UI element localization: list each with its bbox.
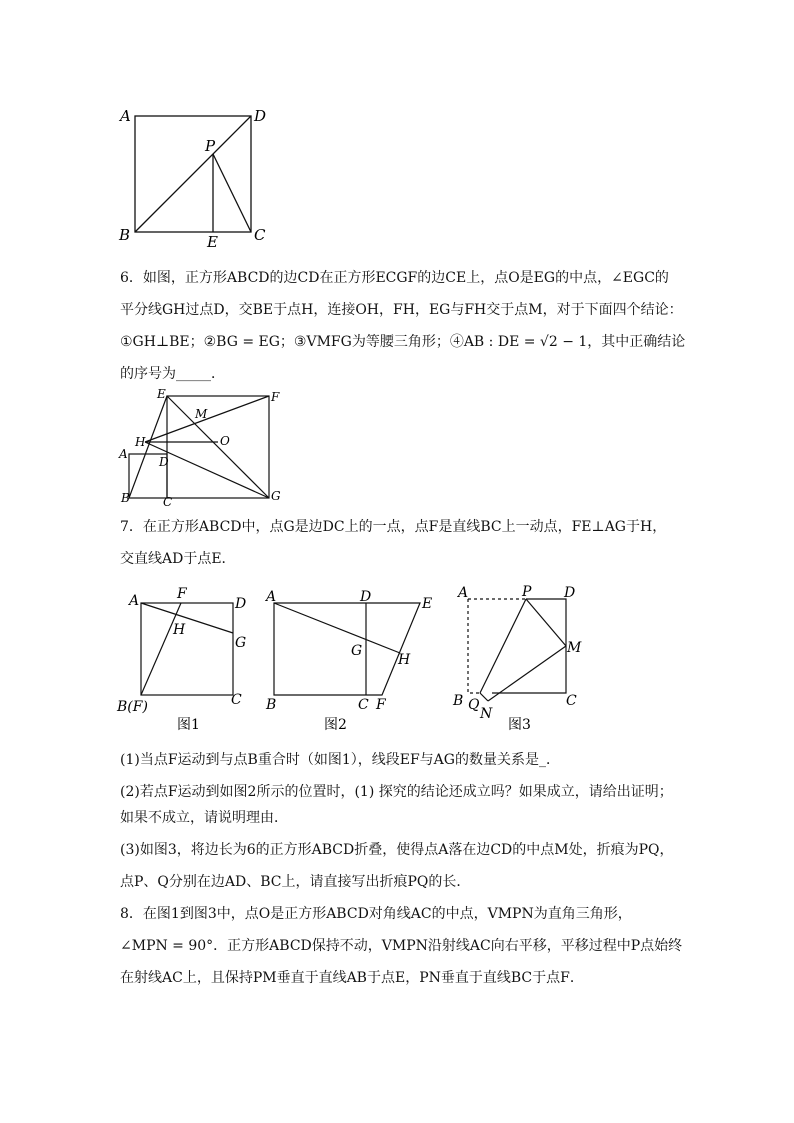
q7f2-label-f: F <box>376 697 386 713</box>
q8-line1: 8．在图1到图3中，点O是正方形ABCD对角线AC的中点，VMPN为直角三角形， <box>120 906 632 922</box>
caption-fig1: 图1 <box>177 717 200 733</box>
q6-label-a: A <box>119 447 128 461</box>
label-a: A <box>120 107 131 125</box>
segment-ah <box>274 603 400 653</box>
figure-q6 <box>115 388 290 506</box>
q7-sub3b: 点P、Q分别在边AD、BC上，请直接写出折痕PQ的长． <box>120 874 471 890</box>
quad-abfe <box>274 603 420 695</box>
q7-line2: 交直线AD于点E． <box>120 551 236 567</box>
caption-fig3: 图3 <box>508 717 531 732</box>
q7f2-label-c: C <box>358 697 369 713</box>
q7-sub2b: 如果不成立，请说明理由． <box>120 810 288 826</box>
segment-pm <box>526 599 566 646</box>
label-e: E <box>207 233 218 250</box>
segment-eg <box>167 396 269 498</box>
q6-label-f: F <box>271 390 280 404</box>
segment-fe <box>141 603 181 695</box>
q7f3-label-p: P <box>522 584 532 600</box>
q6-label-d: D <box>159 455 169 469</box>
diagonal-bd <box>135 116 251 232</box>
q6-line4: 的序号为_____． <box>120 366 225 382</box>
q6-label-c: C <box>163 495 173 506</box>
q7f2-label-g: G <box>351 643 363 659</box>
q8-line2: ∠MPN = 90°．正方形ABCD保持不动，VMPN沿射线AC向右平移，平移过程中P点始终 <box>120 938 683 954</box>
dashed-ab <box>468 599 482 693</box>
q7f2-label-b: B <box>266 697 277 713</box>
q7f1-label-d: D <box>235 596 247 612</box>
q7f3-label-c: C <box>566 693 577 709</box>
q7f3-label-b: B <box>453 693 464 709</box>
q6-line2: 平分线GH过点D，交BE于点H，连接OH，FH，EG与FH交于点M，对于下面四个结论： <box>120 302 683 318</box>
q6-label-e: E <box>157 388 166 401</box>
q7-sub1: (1)当点F运动到与点B重合时（如图1），线段EF与AG的数量关系是_． <box>120 752 560 768</box>
q6-label-g: G <box>271 489 281 503</box>
label-d: D <box>254 107 267 125</box>
segment-ag <box>141 603 233 633</box>
q7f1-label-a: A <box>129 593 140 609</box>
label-c: C <box>254 226 266 244</box>
q6-label-m: M <box>195 407 208 421</box>
label-b: B <box>119 226 131 244</box>
figure-q7-2 <box>260 583 445 733</box>
segment-hg <box>145 442 269 498</box>
q8-line3: 在射线AC上，且保持PM垂直于直线AB于点E，PN垂直于直线BC于点F． <box>120 970 584 986</box>
q7f1-label-f: F <box>177 586 187 602</box>
label-p: P <box>205 137 216 155</box>
figure-q7-1 <box>115 583 255 733</box>
caption-fig2: 图2 <box>324 717 347 733</box>
q7f3-label-d: D <box>564 585 576 601</box>
segment-qn <box>480 693 488 701</box>
q7-sub3a: (3)如图3，将边长为6的正方形ABCD折叠，使得点A落在边CD的中点M处，折痕为PQ， <box>120 842 674 858</box>
q7f3-label-n: N <box>480 706 493 722</box>
square-abcd <box>141 603 233 695</box>
q7f1-label-c: C <box>231 692 242 708</box>
q7-sub2a: (2)若点F运动到如图2所示的位置时，(1) 探究的结论还成立吗？如果成立，请给出证明； <box>120 784 673 800</box>
q6-line3: ①GH⊥BE；②BG = EG；③VMFG为等腰三角形；④AB : DE = √2 − 1，其中正确结论 <box>120 334 686 350</box>
q6-line1: 6．如图，正方形ABCD的边CD在正方形ECGF的边CE上，点O是EG的中点，∠EGC的 <box>120 270 669 286</box>
figure-q7-3 <box>448 577 593 732</box>
q7f2-label-d: D <box>360 589 372 605</box>
q7f2-label-h: H <box>398 652 411 668</box>
q7f3-label-a: A <box>458 585 469 601</box>
segment-pc <box>213 154 251 232</box>
q7f3-label-q: Q <box>468 697 480 713</box>
q7f1-label-g: G <box>235 635 247 651</box>
q6-label-b: B <box>121 491 130 505</box>
q7-line1: 7．在正方形ABCD中，点G是边DC上的一点，点F是直线BC上一动点，FE⊥AG于H， <box>120 519 667 535</box>
q7f3-label-m: M <box>567 640 582 656</box>
q7f2-label-e: E <box>422 596 433 612</box>
q7f1-label-b: B(F) <box>117 699 148 715</box>
q7f2-label-a: A <box>266 589 277 605</box>
q6-label-o: O <box>220 434 230 448</box>
q7f1-label-h: H <box>173 622 186 638</box>
figure-square-p <box>115 100 275 250</box>
q6-label-h: H <box>135 435 146 449</box>
